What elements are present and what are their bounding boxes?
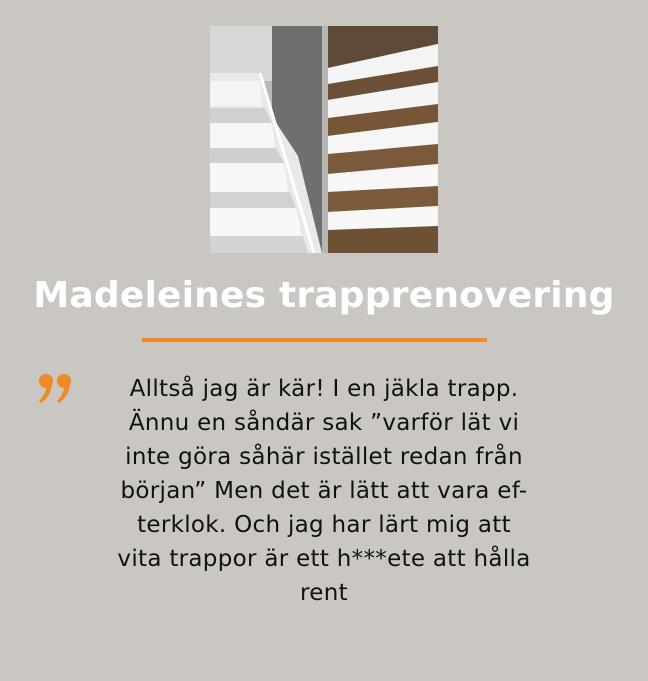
quote-line: inte göra såhär istället redan från [125,444,523,470]
before-after-stairs-image [210,26,438,253]
quote-mark-icon [38,372,74,406]
quote-line: Alltså jag är kär! I en jäkla trapp. [129,376,519,402]
page-title: Madeleines trapprenovering [33,275,615,316]
testimonial-quote [96,372,552,610]
quote-line: början” Men det är lätt att vara ef- [120,478,528,504]
quote-line: rent [300,580,348,606]
title-divider [142,338,487,342]
quote-line: terklok. Och jag har lärt mig att [137,512,511,538]
quote-line: Ännu en såndär sak ”varför lät vi [128,410,520,436]
quote-line: vita trappor är ett h***ete att hålla [117,546,531,572]
stair-renovation-photo [210,26,438,253]
